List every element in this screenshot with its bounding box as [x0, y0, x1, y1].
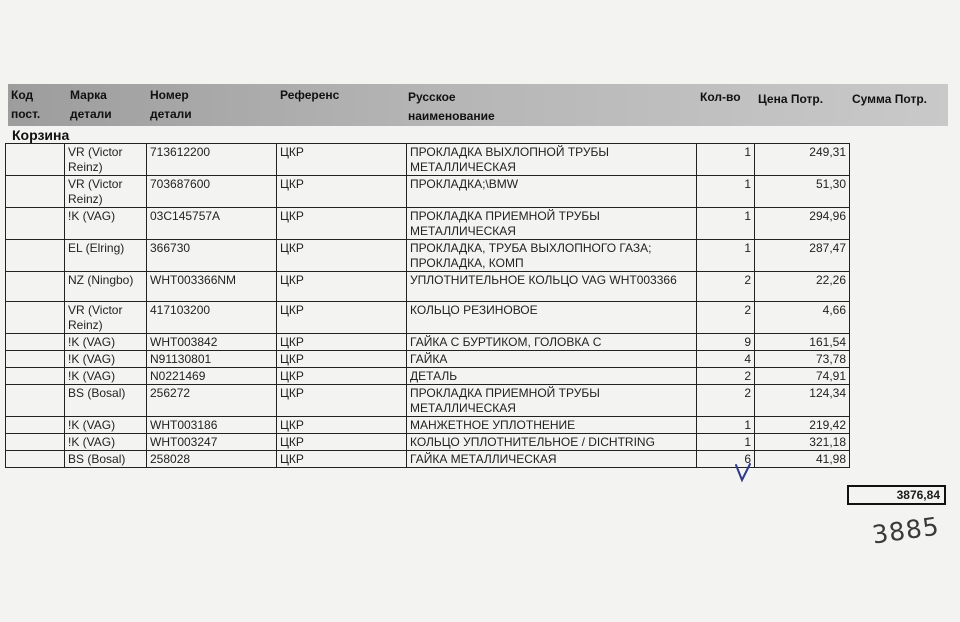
header-name-line2: наименование — [408, 109, 495, 123]
cell-quantity: 4 — [697, 351, 755, 368]
cell-quantity: 6 — [697, 451, 755, 468]
cell-part-name: КОЛЬЦО РЕЗИНОВОЕ — [407, 302, 697, 334]
table-row — [6, 451, 850, 468]
header-sum: Сумма Потр. — [852, 92, 927, 106]
cell-part-number: N0221469 — [147, 368, 277, 385]
cell-price: 73,78 — [755, 351, 850, 368]
cell-quantity: 1 — [697, 176, 755, 208]
table-row — [6, 144, 850, 176]
cell-price: 4,66 — [755, 302, 850, 334]
cell-part-name: ГАЙКА — [407, 351, 697, 368]
cell-code — [6, 334, 65, 351]
cell-brand: !K (VAG) — [65, 351, 147, 368]
cell-brand: BS (Bosal) — [65, 385, 147, 417]
header-number-line1: Номер — [150, 88, 189, 102]
cell-part-name: ПРОКЛАДКА ПРИЕМНОЙ ТРУБЫ МЕТАЛЛИЧЕСКАЯ — [407, 385, 697, 417]
cell-price: 219,42 — [755, 417, 850, 434]
cell-price: 294,96 — [755, 208, 850, 240]
header-code-line2: пост. — [11, 107, 41, 121]
cell-quantity: 1 — [697, 417, 755, 434]
cell-part-name: КОЛЬЦО УПЛОТНИТЕЛЬНОЕ / DICHTRING — [407, 434, 697, 451]
table-row — [6, 434, 850, 451]
cell-reference: ЦКР — [277, 144, 407, 176]
table-row — [6, 176, 850, 208]
cell-quantity: 2 — [697, 272, 755, 302]
cell-code — [6, 368, 65, 385]
cell-price: 287,47 — [755, 240, 850, 272]
header-brand-line2: детали — [70, 107, 112, 121]
cell-reference: ЦКР — [277, 434, 407, 451]
cell-part-name: ГАЙКА С БУРТИКОМ, ГОЛОВКА С — [407, 334, 697, 351]
cell-reference: ЦКР — [277, 208, 407, 240]
cell-code — [6, 240, 65, 272]
cell-quantity: 2 — [697, 368, 755, 385]
table-row — [6, 351, 850, 368]
header-code — [11, 86, 40, 124]
cell-part-number: 256272 — [147, 385, 277, 417]
cell-part-number: N91130801 — [147, 351, 277, 368]
table-row — [6, 302, 850, 334]
cell-code — [6, 302, 65, 334]
cell-price: 74,91 — [755, 368, 850, 385]
table-row — [6, 272, 850, 302]
cell-code — [6, 434, 65, 451]
cell-price: 124,34 — [755, 385, 850, 417]
cell-reference: ЦКР — [277, 334, 407, 351]
cell-reference: ЦКР — [277, 417, 407, 434]
cell-code — [6, 451, 65, 468]
cell-brand: NZ (Ningbo) — [65, 272, 147, 302]
header-code-line1: Код — [11, 88, 34, 102]
cell-brand: EL (Elring) — [65, 240, 147, 272]
cell-code — [6, 272, 65, 302]
cell-part-number: WHT003366NM — [147, 272, 277, 302]
cell-reference: ЦКР — [277, 272, 407, 302]
cell-price: 161,54 — [755, 334, 850, 351]
cell-price: 321,18 — [755, 434, 850, 451]
cell-code — [6, 351, 65, 368]
cell-price: 22,26 — [755, 272, 850, 302]
cell-code — [6, 176, 65, 208]
cell-part-number: 03C145757A — [147, 208, 277, 240]
cell-part-name: ДЕТАЛЬ — [407, 368, 697, 385]
cell-part-name: ГАЙКА МЕТАЛЛИЧЕСКАЯ — [407, 451, 697, 468]
cell-part-name: УПЛОТНИТЕЛЬНОЕ КОЛЬЦО VAG WHT003366 — [407, 272, 697, 302]
cell-reference: ЦКР — [277, 385, 407, 417]
cell-brand: VR (Victor Reinz) — [65, 302, 147, 334]
total-box: 3876,84 — [847, 485, 946, 505]
cell-part-number: 366730 — [147, 240, 277, 272]
table-row — [6, 417, 850, 434]
cell-part-number: 713612200 — [147, 144, 277, 176]
table-row — [6, 385, 850, 417]
cell-part-name: МАНЖЕТНОЕ УПЛОТНЕНИЕ — [407, 417, 697, 434]
cell-quantity: 1 — [697, 144, 755, 176]
cell-quantity: 1 — [697, 240, 755, 272]
section-title: Корзина — [12, 127, 70, 143]
cell-code — [6, 208, 65, 240]
cell-brand: !K (VAG) — [65, 417, 147, 434]
cell-brand: VR (Victor Reinz) — [65, 176, 147, 208]
cell-reference: ЦКР — [277, 368, 407, 385]
cell-part-number: WHT003186 — [147, 417, 277, 434]
cell-part-number: WHT003842 — [147, 334, 277, 351]
cell-reference: ЦКР — [277, 176, 407, 208]
cell-quantity: 1 — [697, 434, 755, 451]
cell-code — [6, 417, 65, 434]
header-quantity: Кол-во — [700, 90, 741, 104]
table-row — [6, 334, 850, 351]
items-table — [5, 143, 850, 468]
cell-part-name: ПРОКЛАДКА;\BMW — [407, 176, 697, 208]
handwritten-check-icon — [734, 462, 752, 484]
cell-code — [6, 385, 65, 417]
cell-quantity: 2 — [697, 385, 755, 417]
cell-reference: ЦКР — [277, 451, 407, 468]
cell-brand: VR (Victor Reinz) — [65, 144, 147, 176]
table-row — [6, 208, 850, 240]
table-row — [6, 368, 850, 385]
cell-brand: !K (VAG) — [65, 434, 147, 451]
cell-reference: ЦКР — [277, 240, 407, 272]
cell-price: 249,31 — [755, 144, 850, 176]
header-number — [150, 86, 192, 124]
cell-brand: BS (Bosal) — [65, 451, 147, 468]
header-number-line2: детали — [150, 107, 192, 121]
cell-part-number: 703687600 — [147, 176, 277, 208]
header-name-line1: Русское — [408, 90, 456, 104]
cell-quantity: 1 — [697, 208, 755, 240]
cell-part-name: ПРОКЛАДКА ПРИЕМНОЙ ТРУБЫ МЕТАЛЛИЧЕСКАЯ — [407, 208, 697, 240]
cell-reference: ЦКР — [277, 302, 407, 334]
cell-part-number: WHT003247 — [147, 434, 277, 451]
header-reference: Референс — [280, 88, 340, 102]
cell-price: 41,98 — [755, 451, 850, 468]
handwritten-total: 3885 — [870, 511, 942, 550]
header-russian-name — [408, 88, 495, 126]
header-brand — [70, 86, 112, 124]
cell-part-name: ПРОКЛАДКА ВЫХЛОПНОЙ ТРУБЫ МЕТАЛЛИЧЕСКАЯ — [407, 144, 697, 176]
cell-price: 51,30 — [755, 176, 850, 208]
cell-code — [6, 144, 65, 176]
cell-brand: !K (VAG) — [65, 334, 147, 351]
cell-brand: !K (VAG) — [65, 208, 147, 240]
cell-part-name: ПРОКЛАДКА, ТРУБА ВЫХЛОПНОГО ГАЗА; ПРОКЛАДКА, КОМП — [407, 240, 697, 272]
cell-quantity: 2 — [697, 302, 755, 334]
header-price: Цена Потр. — [758, 92, 824, 106]
table-row — [6, 240, 850, 272]
cell-part-number: 417103200 — [147, 302, 277, 334]
cell-brand: !K (VAG) — [65, 368, 147, 385]
header-brand-line1: Марка — [70, 88, 107, 102]
cell-reference: ЦКР — [277, 351, 407, 368]
cell-quantity: 9 — [697, 334, 755, 351]
cell-part-number: 258028 — [147, 451, 277, 468]
